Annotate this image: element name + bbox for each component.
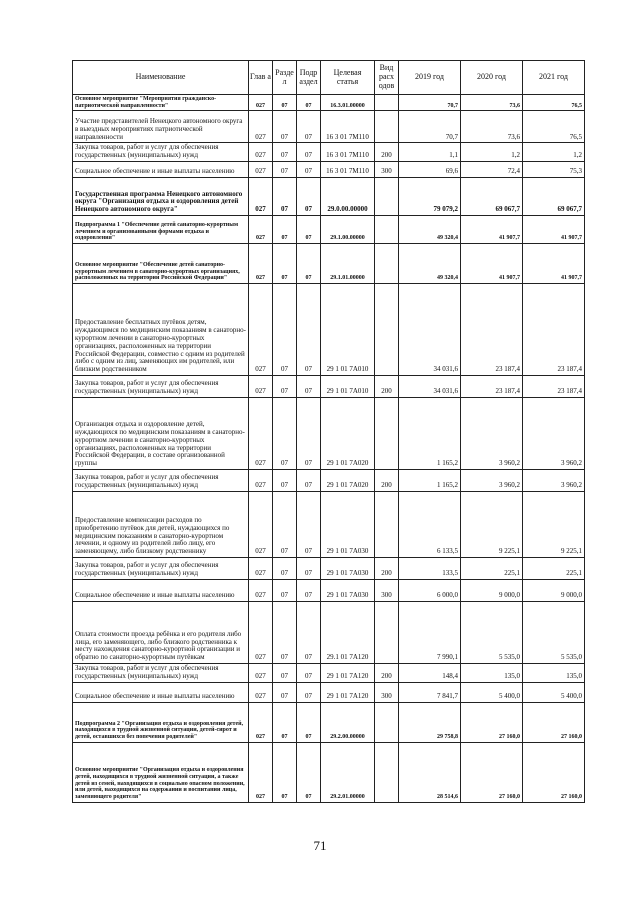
header-statya: Целевая статья — [321, 61, 375, 95]
row-name: Подпрограмма 1 "Обеспечение детей санаторно-курортным лечением и организованными формами отдыха и оздоровления" — [73, 216, 249, 244]
row-statya: 29 1 01 7А120 — [321, 664, 375, 683]
row-2021: 5 535,0 — [523, 602, 585, 664]
row-name: Основное мероприятие "Мероприятия гражданско-патриотической направленности" — [73, 95, 249, 111]
row-glava: 027 — [249, 162, 273, 178]
row-vid: 200 — [375, 376, 399, 398]
row-podrazdel: 07 — [297, 742, 321, 802]
row-2020: 41 907,7 — [461, 244, 523, 284]
row-glava: 027 — [249, 398, 273, 470]
row-razdel: 07 — [273, 111, 297, 143]
row-vid: 300 — [375, 682, 399, 702]
table-row — [73, 558, 585, 580]
row-razdel: 07 — [273, 162, 297, 178]
row-glava: 027 — [249, 376, 273, 398]
row-2020: 73,6 — [461, 95, 523, 111]
row-glava: 027 — [249, 558, 273, 580]
row-2019: 49 320,4 — [399, 216, 461, 244]
row-podrazdel: 07 — [297, 664, 321, 683]
row-glava: 027 — [249, 216, 273, 244]
row-2020: 23 187,4 — [461, 376, 523, 398]
row-podrazdel: 07 — [297, 492, 321, 558]
row-razdel: 07 — [273, 95, 297, 111]
row-statya: 29.1.01.00000 — [321, 244, 375, 284]
row-2020: 1,2 — [461, 143, 523, 162]
row-name: Закупка товаров, работ и услуг для обеспечения государственных (муниципальных) нужд — [73, 558, 249, 580]
row-2021: 1,2 — [523, 143, 585, 162]
row-statya: 29 1 01 7А010 — [321, 376, 375, 398]
row-vid — [375, 178, 399, 216]
row-statya: 29 1 01 7А030 — [321, 580, 375, 602]
row-statya: 29.1 01 7А120 — [321, 602, 375, 664]
row-statya: 29 1 01 7А030 — [321, 492, 375, 558]
row-statya: 16.3.01.00000 — [321, 95, 375, 111]
row-name: Закупка товаров, работ и услуг для обеспечения государственных (муниципальных) нужд — [73, 470, 249, 492]
row-name: Основное мероприятие "Организация отдыха и оздоровления детей, находящихся в трудной жизненной ситуации, а также детей из семей, находящихся в социально опасном положении, или детей, находящихся на содержании и воспитании лица, заменяющего родителя" — [73, 742, 249, 802]
row-2021: 76,5 — [523, 95, 585, 111]
row-2021: 23 187,4 — [523, 284, 585, 376]
row-podrazdel: 07 — [297, 376, 321, 398]
row-name: Закупка товаров, работ и услуг для обеспечения государственных (муниципальных) нужд — [73, 376, 249, 398]
row-vid — [375, 95, 399, 111]
page-number: 71 — [313, 838, 327, 853]
row-2021: 41 907,7 — [523, 216, 585, 244]
row-name: Социальное обеспечение и иные выплаты населению — [73, 580, 249, 602]
row-2020: 72,4 — [461, 162, 523, 178]
row-glava: 027 — [249, 178, 273, 216]
row-podrazdel: 07 — [297, 95, 321, 111]
row-2020: 9 225,1 — [461, 492, 523, 558]
table-row — [73, 580, 585, 602]
row-vid: 300 — [375, 580, 399, 602]
row-2020: 23 187,4 — [461, 284, 523, 376]
row-2020: 3 960,2 — [461, 470, 523, 492]
row-glava: 027 — [249, 284, 273, 376]
row-glava: 027 — [249, 492, 273, 558]
row-2021: 41 907,7 — [523, 244, 585, 284]
row-name: Закупка товаров, работ и услуг для обеспечения государственных (муниципальных) нужд — [73, 143, 249, 162]
table-row — [73, 664, 585, 683]
row-glava: 027 — [249, 742, 273, 802]
row-name: Государственная программа Ненецкого автономного округа "Организация отдыха и оздоровления детей Ненецкого автономного округа" — [73, 178, 249, 216]
row-statya: 29 1 01 7А010 — [321, 284, 375, 376]
row-glava: 027 — [249, 580, 273, 602]
row-razdel: 07 — [273, 216, 297, 244]
row-2020: 27 160,0 — [461, 702, 523, 742]
row-2019: 29 758,8 — [399, 702, 461, 742]
row-razdel: 07 — [273, 284, 297, 376]
row-2021: 27 160,0 — [523, 742, 585, 802]
row-razdel: 07 — [273, 143, 297, 162]
table-body — [73, 95, 585, 803]
row-razdel: 07 — [273, 376, 297, 398]
row-2021: 23 187,4 — [523, 376, 585, 398]
header-2019: 2019 год — [399, 61, 461, 95]
row-vid — [375, 244, 399, 284]
row-razdel: 07 — [273, 742, 297, 802]
row-2020: 69 067,7 — [461, 178, 523, 216]
row-2019: 1 165,2 — [399, 470, 461, 492]
row-2020: 73,6 — [461, 111, 523, 143]
row-statya: 29.2.01.00000 — [321, 742, 375, 802]
header-podrazdel: Подр аздел — [297, 61, 321, 95]
row-2021: 5 400,0 — [523, 682, 585, 702]
row-2021: 135,0 — [523, 664, 585, 683]
row-2020: 27 160,0 — [461, 742, 523, 802]
row-2021: 9 000,0 — [523, 580, 585, 602]
row-2020: 9 000,0 — [461, 580, 523, 602]
row-podrazdel: 07 — [297, 284, 321, 376]
row-2020: 5 400,0 — [461, 682, 523, 702]
row-2021: 9 225,1 — [523, 492, 585, 558]
row-name: Социальное обеспечение и иные выплаты населению — [73, 682, 249, 702]
row-podrazdel: 07 — [297, 602, 321, 664]
row-2019: 1,1 — [399, 143, 461, 162]
row-2019: 28 514,6 — [399, 742, 461, 802]
table-row — [73, 216, 585, 244]
row-vid: 200 — [375, 470, 399, 492]
row-name: Предоставление бесплатных путёвок детям, нуждающимся по медицинским показаниям в санаторно-курортном лечении в санаторно-курортных организациях, расположенных на территории Российской Федерации, совместно с одним из родителей либо с одним из лиц, заменяющих им родителей, или близким родственником — [73, 284, 249, 376]
row-name: Предоставление компенсации расходов по приобретению путёвок для детей, нуждающихся по медицинским показаниям в санаторно-курортном лечении, и одному из родителей либо лицу, его заменяющему, либо близкому родственнику — [73, 492, 249, 558]
row-vid: 200 — [375, 143, 399, 162]
row-podrazdel: 07 — [297, 580, 321, 602]
row-2019: 34 031,6 — [399, 284, 461, 376]
row-razdel: 07 — [273, 664, 297, 683]
row-glava: 027 — [249, 111, 273, 143]
row-podrazdel: 07 — [297, 558, 321, 580]
row-vid — [375, 602, 399, 664]
row-2019: 1 165,2 — [399, 398, 461, 470]
row-2020: 5 535,0 — [461, 602, 523, 664]
row-vid: 200 — [375, 558, 399, 580]
budget-table — [72, 60, 585, 803]
row-razdel: 07 — [273, 470, 297, 492]
row-2019: 6 000,0 — [399, 580, 461, 602]
table-row — [73, 376, 585, 398]
row-2019: 79 079,2 — [399, 178, 461, 216]
row-razdel: 07 — [273, 558, 297, 580]
row-2021: 3 960,2 — [523, 470, 585, 492]
table-row — [73, 602, 585, 664]
row-statya: 29 1 01 7А020 — [321, 470, 375, 492]
budget-sheet — [72, 60, 584, 803]
table-row — [73, 492, 585, 558]
table-row — [73, 244, 585, 284]
row-glava: 027 — [249, 143, 273, 162]
row-vid — [375, 702, 399, 742]
row-podrazdel: 07 — [297, 178, 321, 216]
row-glava: 027 — [249, 664, 273, 683]
row-2020: 225,1 — [461, 558, 523, 580]
row-2019: 7 841,7 — [399, 682, 461, 702]
row-name: Участие представителей Ненецкого автономного округа в выездных мероприятиях патриотической направленности — [73, 111, 249, 143]
row-podrazdel: 07 — [297, 244, 321, 284]
table-row — [73, 682, 585, 702]
row-razdel: 07 — [273, 682, 297, 702]
table-row — [73, 702, 585, 742]
table-row — [73, 162, 585, 178]
row-name: Подпрограмма 2 "Организация отдыха и оздоровления детей, находящихся в трудной жизненной ситуации, детей-сирот и детей, оставшихся без попечения родителей" — [73, 702, 249, 742]
row-podrazdel: 07 — [297, 111, 321, 143]
row-statya: 29.2.00.00000 — [321, 702, 375, 742]
row-podrazdel: 07 — [297, 398, 321, 470]
row-2019: 70,7 — [399, 95, 461, 111]
row-name: Закупка товаров, работ и услуг для обеспечения государственных (муниципальных) нужд — [73, 664, 249, 683]
row-2020: 3 960,2 — [461, 398, 523, 470]
row-statya: 16 3 01 7М110 — [321, 111, 375, 143]
row-glava: 027 — [249, 95, 273, 111]
row-statya: 29.1.00.00000 — [321, 216, 375, 244]
row-2020: 135,0 — [461, 664, 523, 683]
row-vid — [375, 398, 399, 470]
row-glava: 027 — [249, 602, 273, 664]
table-row — [73, 470, 585, 492]
table-row — [73, 398, 585, 470]
row-glava: 027 — [249, 682, 273, 702]
table-row — [73, 143, 585, 162]
row-razdel: 07 — [273, 702, 297, 742]
row-2021: 3 960,2 — [523, 398, 585, 470]
row-razdel: 07 — [273, 244, 297, 284]
row-name: Организация отдыха и оздоровление детей, нуждающихся по медицинским показаниям в санаторно-курортном лечении в санаторно-курортных организациях, расположенных на территории Российской Федерации, в составе организованной группы — [73, 398, 249, 470]
table-row — [73, 178, 585, 216]
row-2019: 6 133,5 — [399, 492, 461, 558]
row-2019: 34 031,6 — [399, 376, 461, 398]
header-razdel: Разде л — [273, 61, 297, 95]
row-2019: 70,7 — [399, 111, 461, 143]
row-vid: 200 — [375, 664, 399, 683]
row-2021: 225,1 — [523, 558, 585, 580]
row-razdel: 07 — [273, 178, 297, 216]
row-2021: 76,5 — [523, 111, 585, 143]
row-glava: 027 — [249, 244, 273, 284]
row-vid — [375, 111, 399, 143]
row-glava: 027 — [249, 702, 273, 742]
row-glava: 027 — [249, 470, 273, 492]
row-razdel: 07 — [273, 492, 297, 558]
row-statya: 29 1 01 7А030 — [321, 558, 375, 580]
row-podrazdel: 07 — [297, 470, 321, 492]
row-name: Оплата стоимости проезда ребёнка и его родителя либо лица, его заменяющего, либо близкого родственника к месту нахождения санаторно-курортной организации и обратно по санаторно-курортным путёвкам — [73, 602, 249, 664]
row-razdel: 07 — [273, 580, 297, 602]
table-row — [73, 284, 585, 376]
row-2021: 69 067,7 — [523, 178, 585, 216]
row-2021: 27 160,0 — [523, 702, 585, 742]
row-2020: 41 907,7 — [461, 216, 523, 244]
row-podrazdel: 07 — [297, 682, 321, 702]
table-row — [73, 742, 585, 802]
row-name: Социальное обеспечение и иные выплаты населению — [73, 162, 249, 178]
row-2021: 75,3 — [523, 162, 585, 178]
row-podrazdel: 07 — [297, 162, 321, 178]
row-razdel: 07 — [273, 398, 297, 470]
row-podrazdel: 07 — [297, 702, 321, 742]
table-row — [73, 111, 585, 143]
row-name: Основное мероприятие "Обеспечение детей санаторно-курортным лечением в санаторно-курортных организациях, расположенных на территории Российской Федерации" — [73, 244, 249, 284]
row-statya: 29 1 01 7А120 — [321, 682, 375, 702]
row-statya: 16 3 01 7М110 — [321, 162, 375, 178]
row-2019: 133,5 — [399, 558, 461, 580]
row-vid — [375, 284, 399, 376]
row-vid: 300 — [375, 162, 399, 178]
row-statya: 29 1 01 7А020 — [321, 398, 375, 470]
row-podrazdel: 07 — [297, 143, 321, 162]
table-header-row — [73, 61, 585, 95]
header-2021: 2021 год — [523, 61, 585, 95]
table-row — [73, 95, 585, 111]
row-podrazdel: 07 — [297, 216, 321, 244]
header-glava: Глав а — [249, 61, 273, 95]
row-2019: 148,4 — [399, 664, 461, 683]
row-2019: 69,6 — [399, 162, 461, 178]
row-vid — [375, 742, 399, 802]
header-vid: Вид расх одов — [375, 61, 399, 95]
row-vid — [375, 216, 399, 244]
row-razdel: 07 — [273, 602, 297, 664]
row-2019: 7 990,1 — [399, 602, 461, 664]
row-statya: 29.0.00.00000 — [321, 178, 375, 216]
row-statya: 16 3 01 7М110 — [321, 143, 375, 162]
header-name: Наименование — [73, 61, 249, 95]
row-2019: 49 320,4 — [399, 244, 461, 284]
row-vid — [375, 492, 399, 558]
header-2020: 2020 год — [461, 61, 523, 95]
